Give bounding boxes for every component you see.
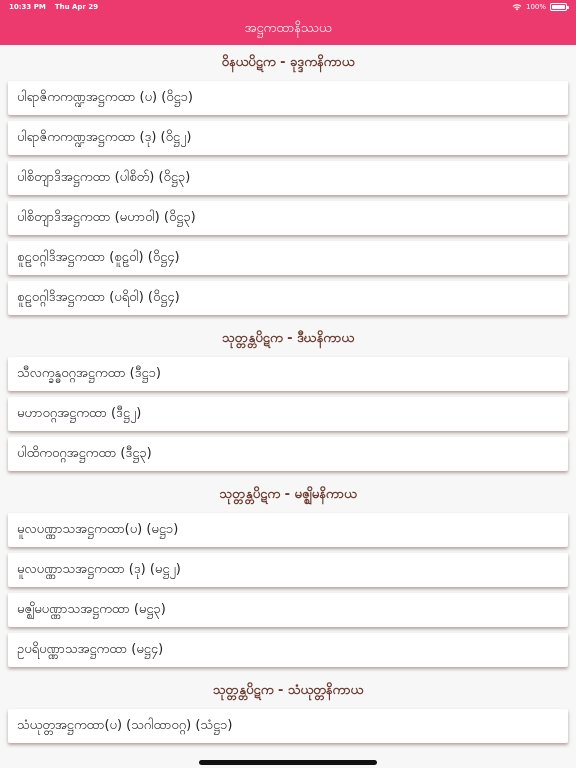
list-item[interactable] — [8, 397, 568, 431]
page-title: အဋ္ဌကထာနိဿယ — [244, 21, 332, 36]
status-right — [512, 3, 567, 11]
list-item[interactable] — [8, 161, 568, 195]
section-header — [0, 477, 576, 513]
list-item[interactable] — [8, 633, 568, 667]
list-item-label: မူလပဏ္ဏာသအဋ္ဌကထာ(ပ) (မဋ္ဌ၁) — [17, 521, 179, 537]
list-item[interactable] — [8, 201, 568, 235]
list-item[interactable] — [8, 437, 568, 471]
list-item-label: သံယုတ္တအဋ္ဌကထာ(ပ) (သဂါထာဝဂ္ဂ) (သံဋ္ဌ၁) — [17, 717, 233, 733]
navigation-bar — [0, 14, 576, 45]
list-item-label: စူဠဝဂ္ဂါဒိအဋ္ဌကထာ (စူဠဝါ) (ဝိဋ္ဌ၄) — [17, 249, 180, 265]
book-list[interactable] — [0, 45, 576, 768]
section-title: ဝိနယပိဋက - ခုဒ္ဒကနိကာယ — [221, 54, 355, 70]
battery-level — [552, 5, 565, 9]
status-time: 10:33 PM — [9, 3, 46, 11]
list-item-label: စူဠဝဂ္ဂါဒိအဋ္ဌကထာ (ပရိဝါ) (ဝိဋ္ဌ၄) — [17, 289, 180, 305]
list-item-label: ပါစိတျာဒိအဋ္ဌကထာ (မဟာဝါ) (ဝိဋ္ဌ၃) — [17, 209, 196, 225]
section-title: သုတ္တန္တပိဋက - မဇ္ဈိမနိကာယ — [219, 486, 357, 502]
list-item[interactable] — [8, 281, 568, 315]
list-item-label: ဥပရိပဏ္ဏာသအဋ္ဌကထာ (မဋ္ဌ၄) — [17, 641, 164, 657]
list-item[interactable] — [8, 513, 568, 547]
home-indicator[interactable] — [199, 760, 377, 765]
status-bar — [0, 0, 576, 14]
list-item[interactable] — [8, 709, 568, 743]
list-item-label: ပါထိကဝဂ္ဂအဋ္ဌကထာ (ဒီဋ္ဌ၃) — [17, 445, 152, 461]
section-header — [0, 673, 576, 709]
list-item-label: ပါရာဇိကကဏ္ဍအဋ္ဌကထာ (ပ) (ဝိဋ္ဌ၁) — [17, 89, 194, 105]
section-title: သုတ္တန္တပိဋက - သံယုတ္တနိကာယ — [212, 682, 364, 698]
list-item-label: မဇ္ဈိမပဏ္ဏာသအဋ္ဌကထာ (မဋ္ဌ၃) — [17, 601, 166, 617]
list-item[interactable] — [8, 241, 568, 275]
list-item-label: ပါရာဇိကကဏ္ဍအဋ္ဌကထာ (ဒု) (ဝိဋ္ဌ၂) — [17, 129, 192, 145]
section-header — [0, 45, 576, 81]
list-item-label: သီလက္ခန္ဓဝဂ္ဂအဋ္ဌကထာ (ဒီဋ္ဌ၁) — [17, 365, 161, 381]
wifi-icon — [512, 3, 522, 11]
status-left — [9, 3, 98, 11]
list-item[interactable] — [8, 553, 568, 587]
section-header — [0, 321, 576, 357]
status-date: Thu Apr 29 — [54, 3, 99, 11]
list-item-label: မဟာဝဂ္ဂအဋ္ဌကထာ (ဒီဋ္ဌ၂) — [17, 405, 142, 421]
list-item[interactable] — [8, 121, 568, 155]
battery-percentage: 100% — [525, 3, 546, 11]
section-title: သုတ္တန္တပိဋက - ဒီဃနိကာယ — [222, 330, 354, 346]
list-item-label: မူလပဏ္ဏာသအဋ္ဌကထာ (ဒု) (မဋ္ဌ၂) — [17, 561, 181, 577]
list-item[interactable] — [8, 593, 568, 627]
list-item-label: ပါစိတျာဒိအဋ္ဌကထာ (ပါစိတ်) (ဝိဋ္ဌ၃) — [17, 169, 191, 185]
list-item[interactable] — [8, 357, 568, 391]
list-item[interactable] — [8, 81, 568, 115]
battery-icon — [550, 3, 567, 11]
